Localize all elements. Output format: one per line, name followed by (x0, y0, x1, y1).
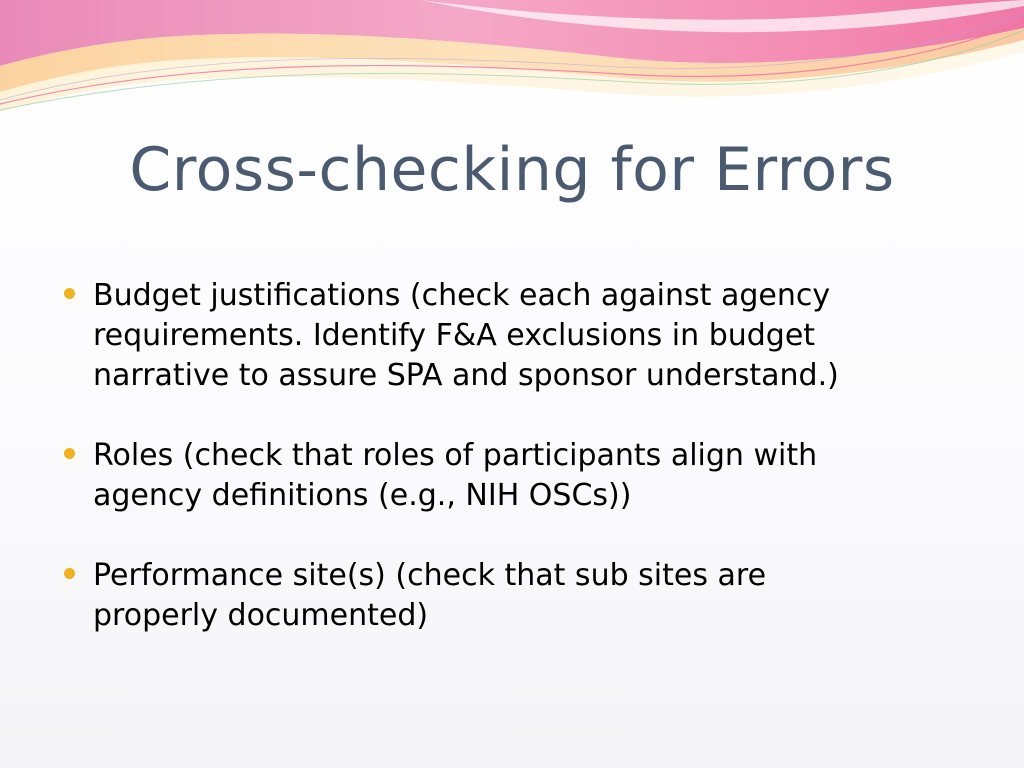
bullet-dot-icon (64, 288, 75, 299)
bullet-dot-icon (64, 448, 75, 459)
bullet-dot-icon (64, 568, 75, 579)
list-item (60, 436, 960, 516)
bullet-list (60, 276, 960, 676)
bullet-text: Performance site(s) (check that sub sites are properly documented) (93, 558, 767, 633)
list-item (60, 556, 960, 636)
bullet-text: Roles (check that roles of participants align with agency definitions (e.g., NIH OSCs)) (93, 438, 818, 513)
list-item (60, 276, 960, 396)
decorative-wave-banner (0, 0, 1024, 130)
bullet-text: Budget justifications (check each against agency requirements. Identify F&A exclusions in budget narrative to assure SPA and sponsor understand.) (93, 278, 839, 393)
page-title: Cross-checking for Errors (129, 135, 895, 205)
